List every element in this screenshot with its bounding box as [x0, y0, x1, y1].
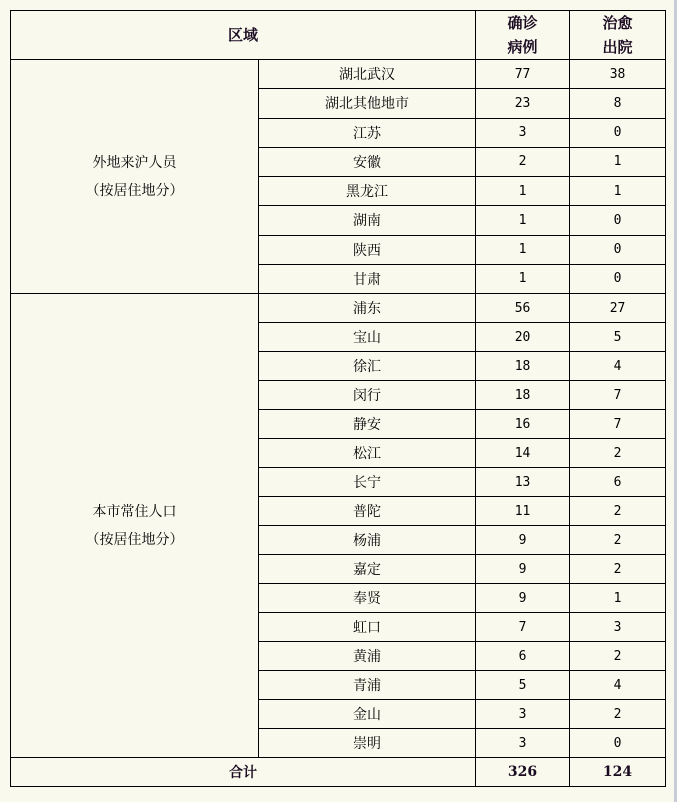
area-cell: 江苏: [259, 118, 476, 147]
recovered-cell: 0: [570, 206, 666, 235]
area-cell: 奉贤: [259, 584, 476, 613]
header-recovered-line1: 治愈: [602, 14, 633, 32]
recovered-cell: 27: [570, 294, 666, 323]
header-region: 区域: [11, 11, 476, 60]
recovered-cell: 0: [570, 235, 666, 264]
confirmed-cell: 9: [476, 526, 570, 555]
area-cell: 松江: [259, 439, 476, 468]
group-label-line: 外地来沪人员: [92, 154, 177, 171]
confirmed-cell: 16: [476, 410, 570, 439]
header-confirmed-line2: 病例: [507, 38, 538, 56]
recovered-cell: 4: [570, 352, 666, 381]
confirmed-cell: 5: [476, 671, 570, 700]
area-cell: 闵行: [259, 381, 476, 410]
area-cell: 徐汇: [259, 352, 476, 381]
recovered-cell: 1: [570, 177, 666, 206]
confirmed-cell: 1: [476, 206, 570, 235]
area-cell: 静安: [259, 410, 476, 439]
recovered-cell: 0: [570, 118, 666, 147]
total-row: [11, 758, 666, 787]
confirmed-cell: 56: [476, 294, 570, 323]
recovered-cell: 0: [570, 729, 666, 758]
recovered-cell: 7: [570, 381, 666, 410]
area-cell: 湖北武汉: [259, 60, 476, 89]
area-cell: 崇明: [259, 729, 476, 758]
confirmed-cell: 1: [476, 264, 570, 293]
header-confirmed: [476, 11, 570, 60]
confirmed-cell: 13: [476, 468, 570, 497]
area-cell: 湖南: [259, 206, 476, 235]
area-cell: 陕西: [259, 235, 476, 264]
header-recovered-line2: 出院: [602, 38, 633, 56]
area-cell: 黑龙江: [259, 177, 476, 206]
confirmed-cell: 2: [476, 147, 570, 176]
total-confirmed: 326: [476, 758, 570, 787]
confirmed-cell: 11: [476, 497, 570, 526]
confirmed-cell: 9: [476, 555, 570, 584]
group-label-line: （按居住地分）: [85, 531, 184, 548]
area-cell: 黄浦: [259, 642, 476, 671]
area-cell: 宝山: [259, 323, 476, 352]
confirmed-cell: 14: [476, 439, 570, 468]
recovered-cell: 1: [570, 584, 666, 613]
recovered-cell: 2: [570, 555, 666, 584]
confirmed-cell: 18: [476, 381, 570, 410]
group-label-line: （按居住地分）: [85, 182, 184, 199]
area-cell: 浦东: [259, 294, 476, 323]
header-confirmed-line1: 确诊: [507, 14, 538, 32]
total-recovered: 124: [570, 758, 666, 787]
area-cell: 金山: [259, 700, 476, 729]
recovered-cell: 2: [570, 497, 666, 526]
confirmed-cell: 9: [476, 584, 570, 613]
area-cell: 青浦: [259, 671, 476, 700]
recovered-cell: 2: [570, 642, 666, 671]
confirmed-cell: 3: [476, 729, 570, 758]
table-header-row: [11, 11, 666, 60]
recovered-cell: 0: [570, 264, 666, 293]
area-cell: 杨浦: [259, 526, 476, 555]
recovered-cell: 7: [570, 410, 666, 439]
area-cell: 长宁: [259, 468, 476, 497]
recovered-cell: 1: [570, 147, 666, 176]
confirmed-cell: 77: [476, 60, 570, 89]
area-cell: 湖北其他地市: [259, 89, 476, 118]
confirmed-cell: 1: [476, 177, 570, 206]
total-label: 合计: [11, 758, 476, 787]
confirmed-cell: 18: [476, 352, 570, 381]
area-cell: 安徽: [259, 147, 476, 176]
area-cell: 嘉定: [259, 555, 476, 584]
confirmed-cell: 6: [476, 642, 570, 671]
confirmed-cell: 7: [476, 613, 570, 642]
header-recovered: [570, 11, 666, 60]
area-cell: 虹口: [259, 613, 476, 642]
recovered-cell: 2: [570, 526, 666, 555]
recovered-cell: 4: [570, 671, 666, 700]
recovered-cell: 38: [570, 60, 666, 89]
area-cell: 普陀: [259, 497, 476, 526]
recovered-cell: 2: [570, 700, 666, 729]
group-label-line: 本市常住人口: [92, 503, 177, 520]
recovered-cell: 6: [570, 468, 666, 497]
case-statistics-table: [10, 10, 666, 787]
recovered-cell: 3: [570, 613, 666, 642]
table-row: [11, 60, 666, 89]
group-local-residents: [11, 294, 259, 758]
confirmed-cell: 23: [476, 89, 570, 118]
confirmed-cell: 3: [476, 700, 570, 729]
recovered-cell: 8: [570, 89, 666, 118]
recovered-cell: 2: [570, 439, 666, 468]
recovered-cell: 5: [570, 323, 666, 352]
confirmed-cell: 20: [476, 323, 570, 352]
confirmed-cell: 3: [476, 118, 570, 147]
area-cell: 甘肃: [259, 264, 476, 293]
group-nonlocal-residents: [11, 60, 259, 294]
table-row: [11, 294, 666, 323]
confirmed-cell: 1: [476, 235, 570, 264]
